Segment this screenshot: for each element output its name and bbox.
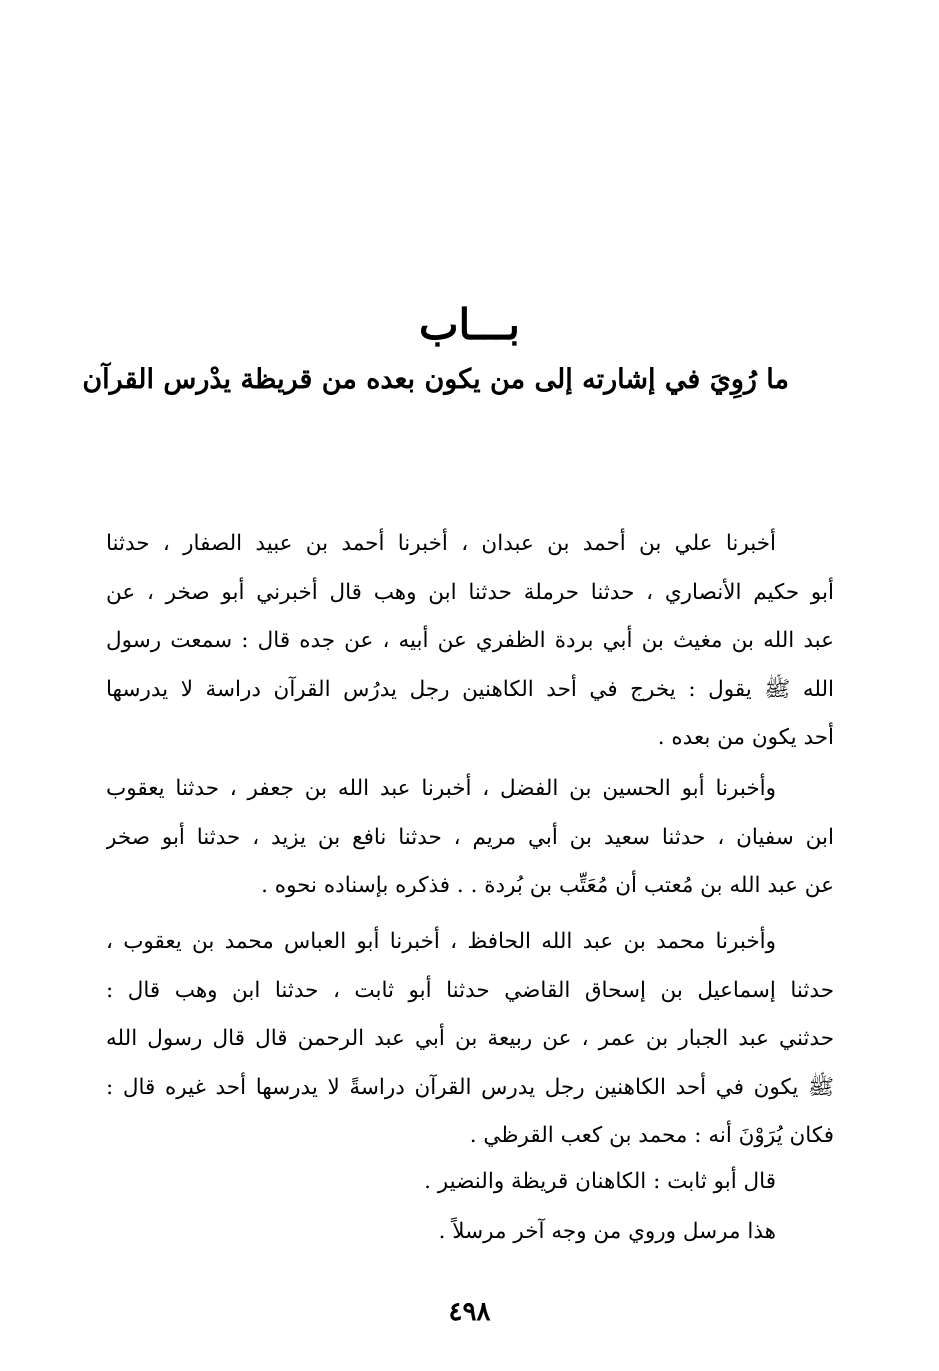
text-line: أخبرنا علي بن أحمد بن عبدان ، أخبرنا أحمد بن عبيد الصفار ، حدثنا [106, 531, 776, 556]
text-line: عبد الله بن مغيث بن أبي بردة الظفري عن أبيه ، عن جده قال : سمعت رسول [106, 628, 834, 653]
paragraph-5 [106, 1208, 834, 1257]
paragraph-3 [106, 918, 834, 1161]
text-line: أبو حكيم الأنصاري ، حدثنا حرملة حدثنا ابن وهب قال أخبرني أبو صخر ، عن [106, 579, 834, 605]
text-line: أحد يكون من بعده . [657, 725, 834, 750]
text-line: وأخبرنا محمد بن عبد الله الحافظ ، أخبرنا أبو العباس محمد بن يعقوب ، [106, 929, 776, 954]
chapter-heading: بـــاب [419, 300, 520, 349]
text-line: هذا مرسل وروي من وجه آخر مرسلاً . [438, 1219, 776, 1244]
text-line: وأخبرنا أبو الحسين بن الفضل ، أخبرنا عبد الله بن جعفر ، حدثنا يعقوب [106, 776, 776, 801]
text-line: ﷺ يكون في أحد الكاهنين رجل يدرس القرآن دراسةً لا يدرسها أحد غيره قال : [106, 1074, 834, 1100]
text-line: ابن سفيان ، حدثنا سعيد بن أبي مريم ، حدثنا نافع بن يزيد ، حدثنا أبو صخر [106, 824, 834, 850]
text-line: قال أبو ثابت : الكاهنان قريظة والنضير . [424, 1169, 776, 1194]
page-number: ٤٩٨ [448, 1297, 491, 1327]
text-line: حدثنا إسماعيل بن إسحاق القاضي حدثنا أبو ثابت ، حدثنا ابن وهب قال : [106, 977, 834, 1003]
paragraph-2 [106, 765, 834, 911]
paragraph-4 [106, 1158, 834, 1207]
text-line: الله ﷺ يقول : يخرج في أحد الكاهنين رجل يدرُس القرآن دراسة لا يدرسها [106, 676, 834, 702]
text-line: فكان يُرَوْنَ أنه : محمد بن كعب القرظي . [469, 1123, 834, 1148]
paragraph-1 [106, 520, 834, 763]
text-line: عن عبد الله بن مُعتب أن مُعَتِّب بن بُردة . . فذكره بإسناده نحوه . [261, 873, 834, 898]
text-line: حدثني عبد الجبار بن عمر ، عن ربيعة بن أبي عبد الرحمن قال قال رسول الله [106, 1026, 834, 1051]
chapter-subtitle: ما رُوِيَ في إشارته إلى من يكون بعده من قريظة يدْرس القرآن [82, 364, 789, 395]
